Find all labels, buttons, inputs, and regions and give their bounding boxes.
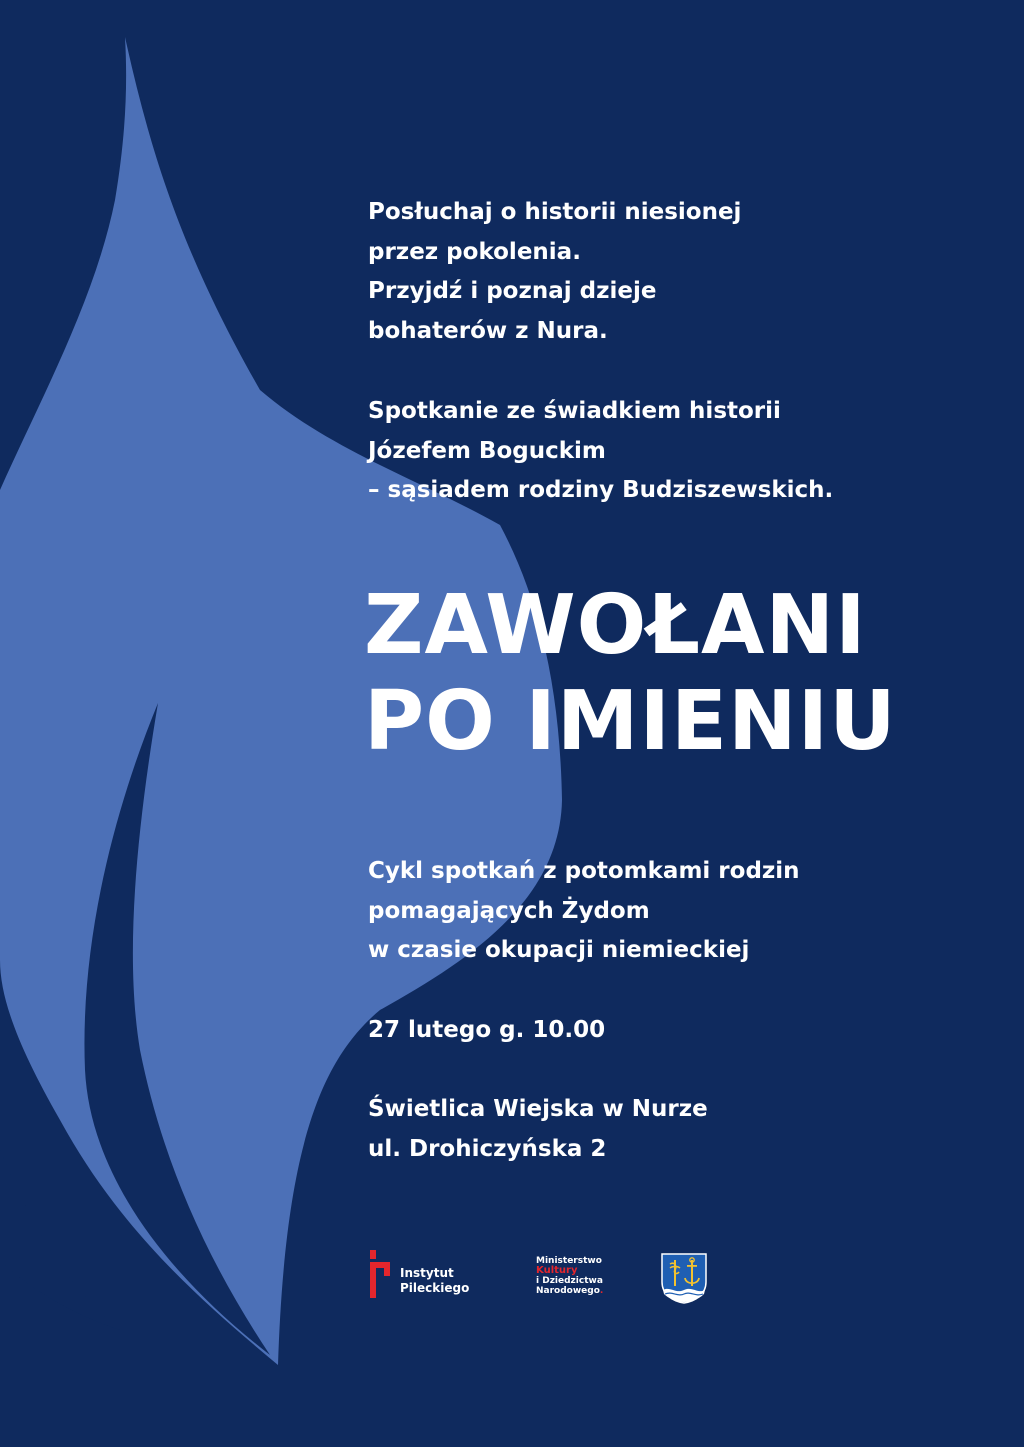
- ministry-line-4-wrap: [536, 1286, 636, 1296]
- title-line: PO IMIENIU: [364, 674, 897, 769]
- institute-line-1: Instytut: [400, 1266, 454, 1280]
- intro-line: przez pokolenia.: [368, 238, 581, 265]
- intro-line: Posłuchaj o historii niesionej: [368, 199, 742, 225]
- event-title: [364, 578, 897, 770]
- intro-text: [368, 193, 741, 351]
- event-venue: [368, 1090, 708, 1169]
- witness-line: – sąsiadem rodziny Budziszewskich.: [368, 477, 834, 503]
- witness-text: [368, 392, 833, 511]
- pilecki-mark-icon: [366, 1250, 390, 1298]
- ministry-dot: .: [599, 1286, 604, 1296]
- ministry-logo: [536, 1256, 636, 1306]
- intro-line: bohaterów z Nura.: [368, 317, 608, 344]
- cycle-line: Cykl spotkań z potomkami rodzin: [368, 858, 800, 884]
- title-line: ZAWOŁANI: [364, 578, 867, 673]
- venue-name: Świetlica Wiejska w Nurze: [368, 1096, 708, 1122]
- date-line: 27 lutego g. 10.00: [368, 1017, 606, 1043]
- witness-line: Józefem Boguckim: [368, 437, 606, 464]
- ministry-line-4: Narodowego: [536, 1286, 600, 1296]
- event-date: [368, 1011, 605, 1051]
- venue-address: ul. Drohiczyńska 2: [368, 1135, 607, 1162]
- intro-line: Przyjdź i poznaj dzieje: [368, 278, 657, 304]
- cycle-line: w czasie okupacji niemieckiej: [368, 937, 750, 963]
- cycle-description: [368, 852, 800, 971]
- partner-logos: [0, 1250, 1024, 1310]
- ministry-line-3: i Dziedzictwa: [536, 1276, 603, 1286]
- ministry-line-1: Ministerstwo: [536, 1256, 602, 1266]
- ministry-line-2: Kultury: [536, 1265, 578, 1276]
- instytut-pileckiego-logo: [366, 1250, 496, 1302]
- municipal-coat-of-arms-icon: [660, 1252, 708, 1304]
- cycle-line: pomagających Żydom: [368, 897, 650, 924]
- institute-name: [400, 1266, 469, 1296]
- witness-line: Spotkanie ze świadkiem historii: [368, 398, 781, 424]
- institute-line-2: Pileckiego: [400, 1281, 470, 1295]
